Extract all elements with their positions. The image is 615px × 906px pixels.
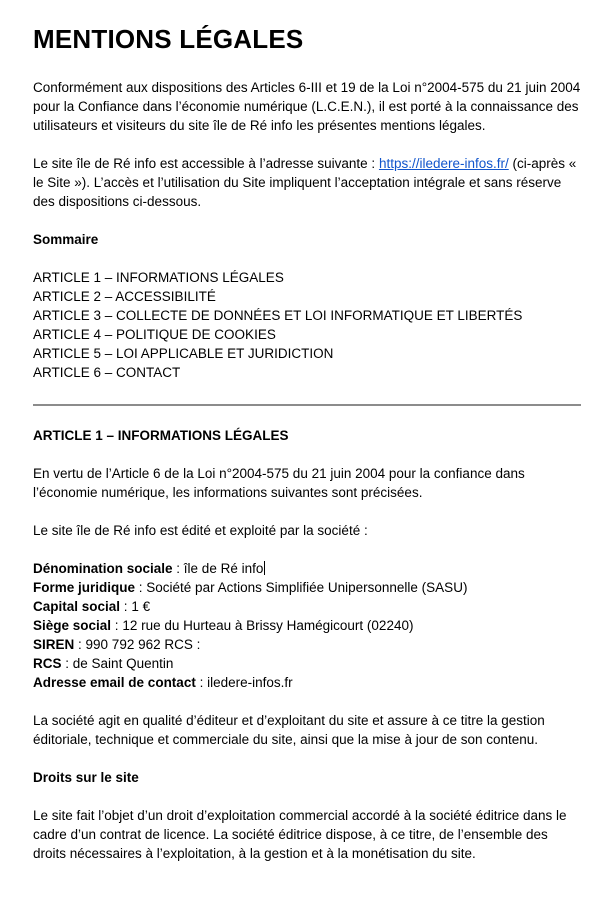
toc-item-article-4: ARTICLE 4 – POLITIQUE DE COOKIES [33, 327, 276, 342]
detail-separator: : [74, 637, 86, 652]
detail-capital-social [33, 597, 581, 616]
detail-separator: : [120, 599, 132, 614]
page-title: MENTIONS LÉGALES [33, 24, 304, 54]
detail-label: Forme juridique [33, 580, 136, 595]
toc-item-article-2: ARTICLE 2 – ACCESSIBILITÉ [33, 289, 216, 304]
article-1-paragraph-1: En vertu de l’Article 6 de la Loi n°2004-575 du 21 juin 2004 pour la confiance dans l’économie numérique, les informations suivantes sont précisées. [33, 466, 525, 500]
detail-value: de Saint Quentin [72, 656, 174, 671]
article-1-paragraph-4: Le site fait l’objet d’un droit d’exploitation commercial accordé à la société éditrice dans le cadre d’un contrat de licence. La société éditrice dispose, à ce titre, de l’ensemble des droits nécessaires à l’exploitation, à la gestion et à la monétisation du site. [33, 808, 567, 861]
detail-rcs [33, 654, 581, 673]
detail-value: 990 792 962 RCS : [85, 637, 201, 652]
table-of-contents [33, 268, 581, 382]
detail-separator: : [135, 580, 147, 595]
detail-label: SIREN [33, 637, 75, 652]
site-url-link[interactable]: https://iledere-infos.fr/ [378, 156, 509, 171]
sommaire-heading: Sommaire [33, 232, 99, 247]
detail-denomination-sociale [33, 559, 581, 578]
article-1-paragraph-3: La société agit en qualité d’éditeur et d’exploitant du site et assure à ce titre la gestion éditoriale, technique et commerciale du site, ainsi que la mise à jour de son contenu. [33, 713, 545, 747]
detail-value: île de Ré info [183, 561, 264, 576]
detail-value: 1 € [131, 599, 151, 614]
detail-email-contact [33, 673, 581, 692]
detail-separator: : [172, 561, 184, 576]
toc-item-article-6: ARTICLE 6 – CONTACT [33, 365, 181, 380]
article-1-paragraph-2: Le site île de Ré info est édité et exploité par la société : [33, 523, 368, 538]
detail-separator: : [61, 656, 73, 671]
intro-paragraph-2 [33, 154, 581, 211]
detail-forme-juridique [33, 578, 581, 597]
detail-value: iledere-infos.fr [207, 675, 293, 690]
text-cursor-caret [264, 561, 265, 575]
toc-item-article-3: ARTICLE 3 – COLLECTE DE DONNÉES ET LOI INFORMATIQUE ET LIBERTÉS [33, 308, 523, 323]
intro-paragraph-2-after-link: (ci-après « le Site »). L’accès et l’utilisation du Site impliquent l’acceptation intégrale et sans réserve des dispositions ci-dessous. [33, 156, 577, 209]
company-details-list [33, 559, 581, 692]
toc-item-article-5: ARTICLE 5 – LOI APPLICABLE ET JURIDICTION [33, 346, 334, 361]
section-divider [33, 404, 581, 406]
droits-sur-le-site-subheading: Droits sur le site [33, 770, 139, 785]
detail-separator: : [195, 675, 208, 690]
toc-item-article-1: ARTICLE 1 – INFORMATIONS LÉGALES [33, 270, 284, 285]
detail-separator: : [111, 618, 123, 633]
detail-value: 12 rue du Hurteau à Brissy Hamégicourt (02240) [122, 618, 414, 633]
article-1-heading: ARTICLE 1 – INFORMATIONS LÉGALES [33, 428, 289, 443]
detail-siren [33, 635, 581, 654]
detail-siege-social [33, 616, 581, 635]
detail-label: Siège social [33, 618, 112, 633]
detail-label: RCS [33, 656, 62, 671]
detail-label: Dénomination sociale [33, 561, 173, 576]
detail-label: Capital social [33, 599, 121, 614]
intro-paragraph-1: Conformément aux dispositions des Articles 6-III et 19 de la Loi n°2004-575 du 21 juin 2004 pour la Confiance dans l’économie numérique (L.C.E.N.), il est porté à la connaissance des utilisateurs et visiteurs du site île de Ré info les présentes mentions légales. [33, 80, 581, 133]
detail-value: Société par Actions Simplifiée Unipersonnelle (SASU) [146, 580, 468, 595]
intro-paragraph-2-before-link: Le site île de Ré info est accessible à l’adresse suivante : [33, 156, 379, 171]
detail-label: Adresse email de contact [33, 675, 196, 690]
